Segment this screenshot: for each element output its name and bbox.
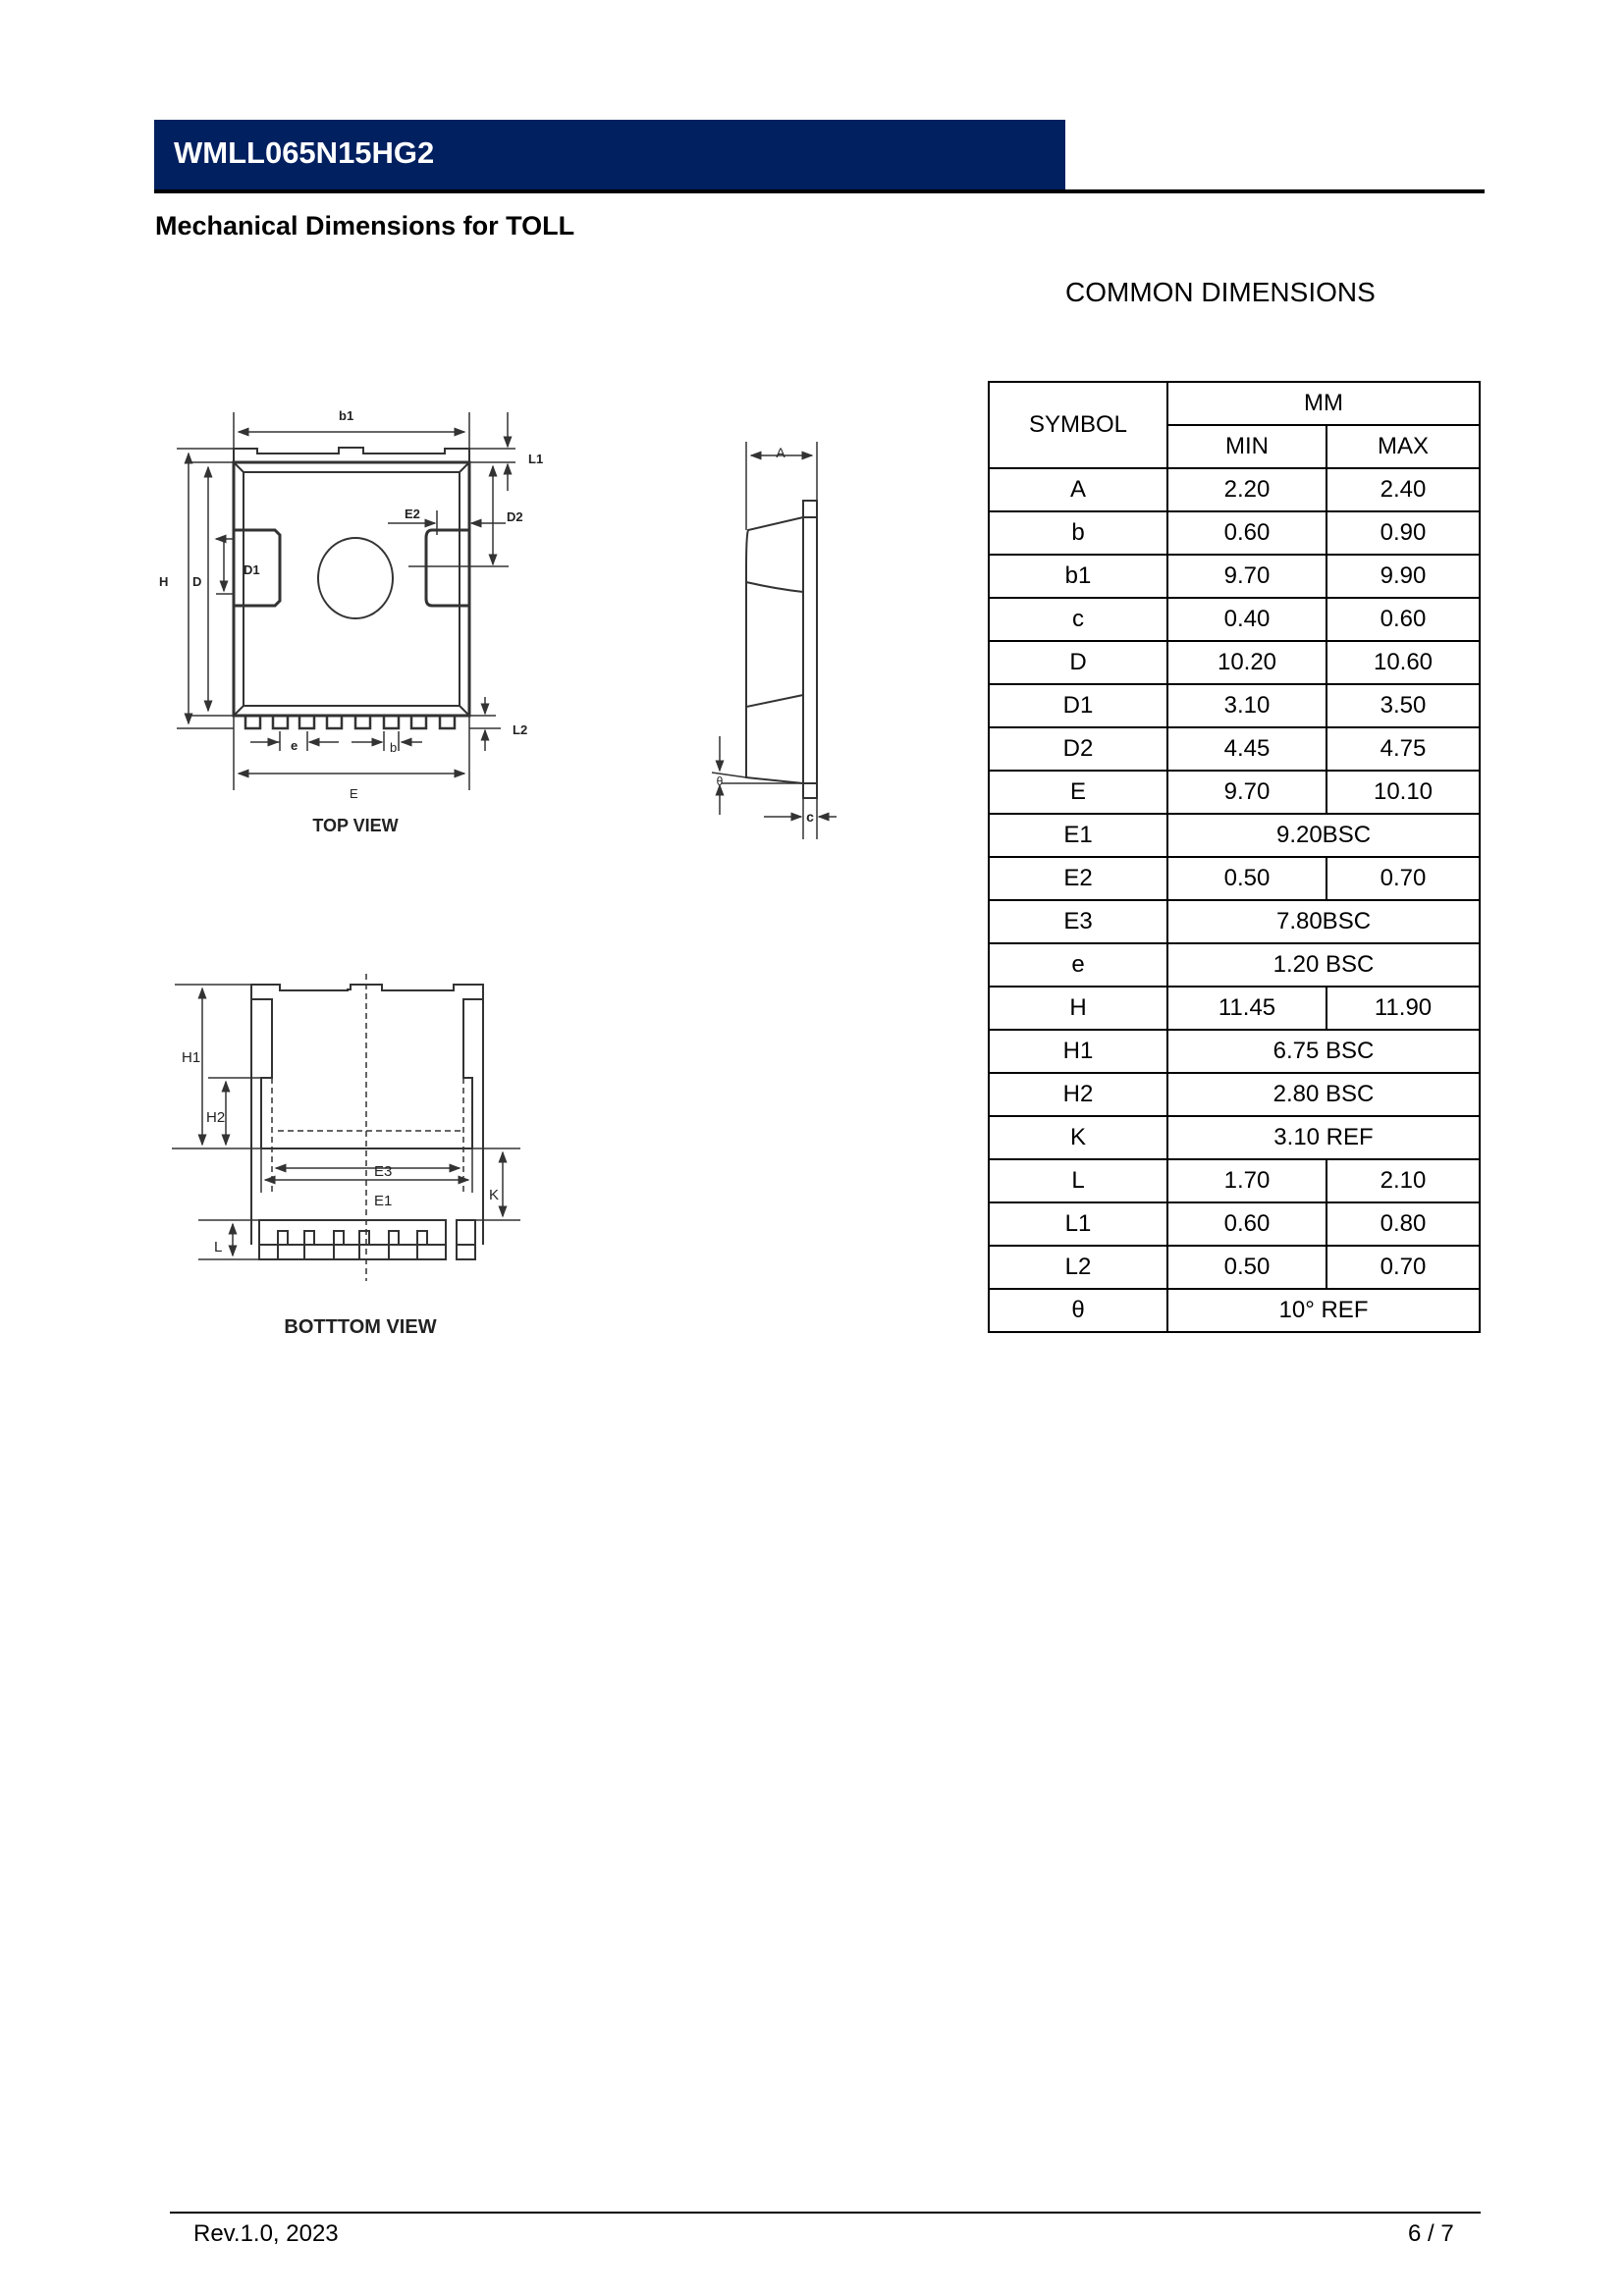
label-b1: b1 — [339, 408, 354, 423]
max-cell: 11.90 — [1326, 987, 1480, 1030]
max-cell: 4.75 — [1326, 727, 1480, 771]
min-cell: 4.45 — [1167, 727, 1326, 771]
min-header: MIN — [1167, 425, 1326, 468]
nominal-cell: 1.20 BSC — [1167, 943, 1480, 987]
label-H1: H1 — [182, 1049, 201, 1066]
symbol-header: SYMBOL — [989, 382, 1167, 468]
min-cell: 0.40 — [1167, 598, 1326, 641]
symbol-cell: H2 — [989, 1073, 1167, 1116]
nominal-cell: 2.80 BSC — [1167, 1073, 1480, 1116]
footer-rule — [170, 2212, 1481, 2214]
symbol-cell: L1 — [989, 1202, 1167, 1246]
symbol-cell: L — [989, 1159, 1167, 1202]
top-view-drawing — [159, 408, 543, 835]
label-K: K — [489, 1187, 500, 1203]
max-cell: 2.10 — [1326, 1159, 1480, 1202]
nominal-cell: 6.75 BSC — [1167, 1030, 1480, 1073]
max-cell: 0.80 — [1326, 1202, 1480, 1246]
label-E2: E2 — [405, 507, 420, 521]
label-E1: E1 — [374, 1193, 393, 1209]
side-view-drawing — [712, 442, 837, 839]
min-cell: 0.50 — [1167, 857, 1326, 900]
label-H: H — [159, 574, 169, 589]
min-cell: 9.70 — [1167, 771, 1326, 814]
section-title: Mechanical Dimensions for TOLL — [155, 211, 575, 240]
min-cell: 3.10 — [1167, 684, 1326, 727]
min-cell: 0.60 — [1167, 511, 1326, 555]
max-cell: 0.60 — [1326, 598, 1480, 641]
label-b: b — [390, 740, 398, 755]
unit-header: MM — [1167, 382, 1480, 425]
page-number: 6 / 7 — [1408, 2220, 1454, 2247]
symbol-cell: E2 — [989, 857, 1167, 900]
symbol-cell: c — [989, 598, 1167, 641]
max-cell: 2.40 — [1326, 468, 1480, 511]
symbol-cell: A — [989, 468, 1167, 511]
max-cell: 0.70 — [1326, 1246, 1480, 1289]
label-D1: D1 — [244, 562, 260, 577]
symbol-cell: θ — [989, 1289, 1167, 1332]
label-L: L — [214, 1239, 223, 1255]
nominal-cell: 3.10 REF — [1167, 1116, 1480, 1159]
bottom-view-drawing — [172, 974, 520, 1338]
symbol-cell: H1 — [989, 1030, 1167, 1073]
min-cell: 1.70 — [1167, 1159, 1326, 1202]
label-H2: H2 — [206, 1109, 226, 1126]
symbol-cell: D2 — [989, 727, 1167, 771]
revision-text: Rev.1.0, 2023 — [193, 2220, 339, 2247]
symbol-cell: H — [989, 987, 1167, 1030]
symbol-cell: b — [989, 511, 1167, 555]
table-title: COMMON DIMENSIONS — [1065, 277, 1376, 307]
symbol-cell: D — [989, 641, 1167, 684]
nominal-cell: 9.20BSC — [1167, 814, 1480, 857]
symbol-cell: K — [989, 1116, 1167, 1159]
bottom-view-caption: BOTTTOM VIEW — [284, 1316, 437, 1338]
nominal-cell: 7.80BSC — [1167, 900, 1480, 943]
min-cell: 0.50 — [1167, 1246, 1326, 1289]
min-cell: 0.60 — [1167, 1202, 1326, 1246]
min-cell: 10.20 — [1167, 641, 1326, 684]
min-cell: 11.45 — [1167, 987, 1326, 1030]
label-e: e — [291, 738, 298, 753]
max-cell: 0.90 — [1326, 511, 1480, 555]
symbol-cell: e — [989, 943, 1167, 987]
max-cell: 3.50 — [1326, 684, 1480, 727]
max-cell: 10.10 — [1326, 771, 1480, 814]
max-header: MAX — [1326, 425, 1480, 468]
nominal-cell: 10° REF — [1167, 1289, 1480, 1332]
part-number: WMLL065N15HG2 — [174, 135, 435, 170]
symbol-cell: E — [989, 771, 1167, 814]
symbol-cell: E1 — [989, 814, 1167, 857]
symbol-cell: E3 — [989, 900, 1167, 943]
symbol-cell: L2 — [989, 1246, 1167, 1289]
max-cell: 10.60 — [1326, 641, 1480, 684]
label-D: D — [192, 574, 202, 589]
min-cell: 2.20 — [1167, 468, 1326, 511]
label-D2: D2 — [507, 509, 523, 524]
label-E: E — [350, 786, 358, 801]
label-c: c — [806, 809, 814, 825]
label-E3: E3 — [374, 1163, 393, 1180]
max-cell: 0.70 — [1326, 857, 1480, 900]
label-L2: L2 — [513, 722, 528, 737]
label-L1: L1 — [528, 452, 544, 466]
top-view-caption: TOP VIEW — [312, 816, 399, 835]
symbol-cell: D1 — [989, 684, 1167, 727]
symbol-cell: b1 — [989, 555, 1167, 598]
label-A: A — [776, 445, 785, 460]
max-cell: 9.90 — [1326, 555, 1480, 598]
min-cell: 9.70 — [1167, 555, 1326, 598]
label-theta: θ — [716, 774, 724, 788]
